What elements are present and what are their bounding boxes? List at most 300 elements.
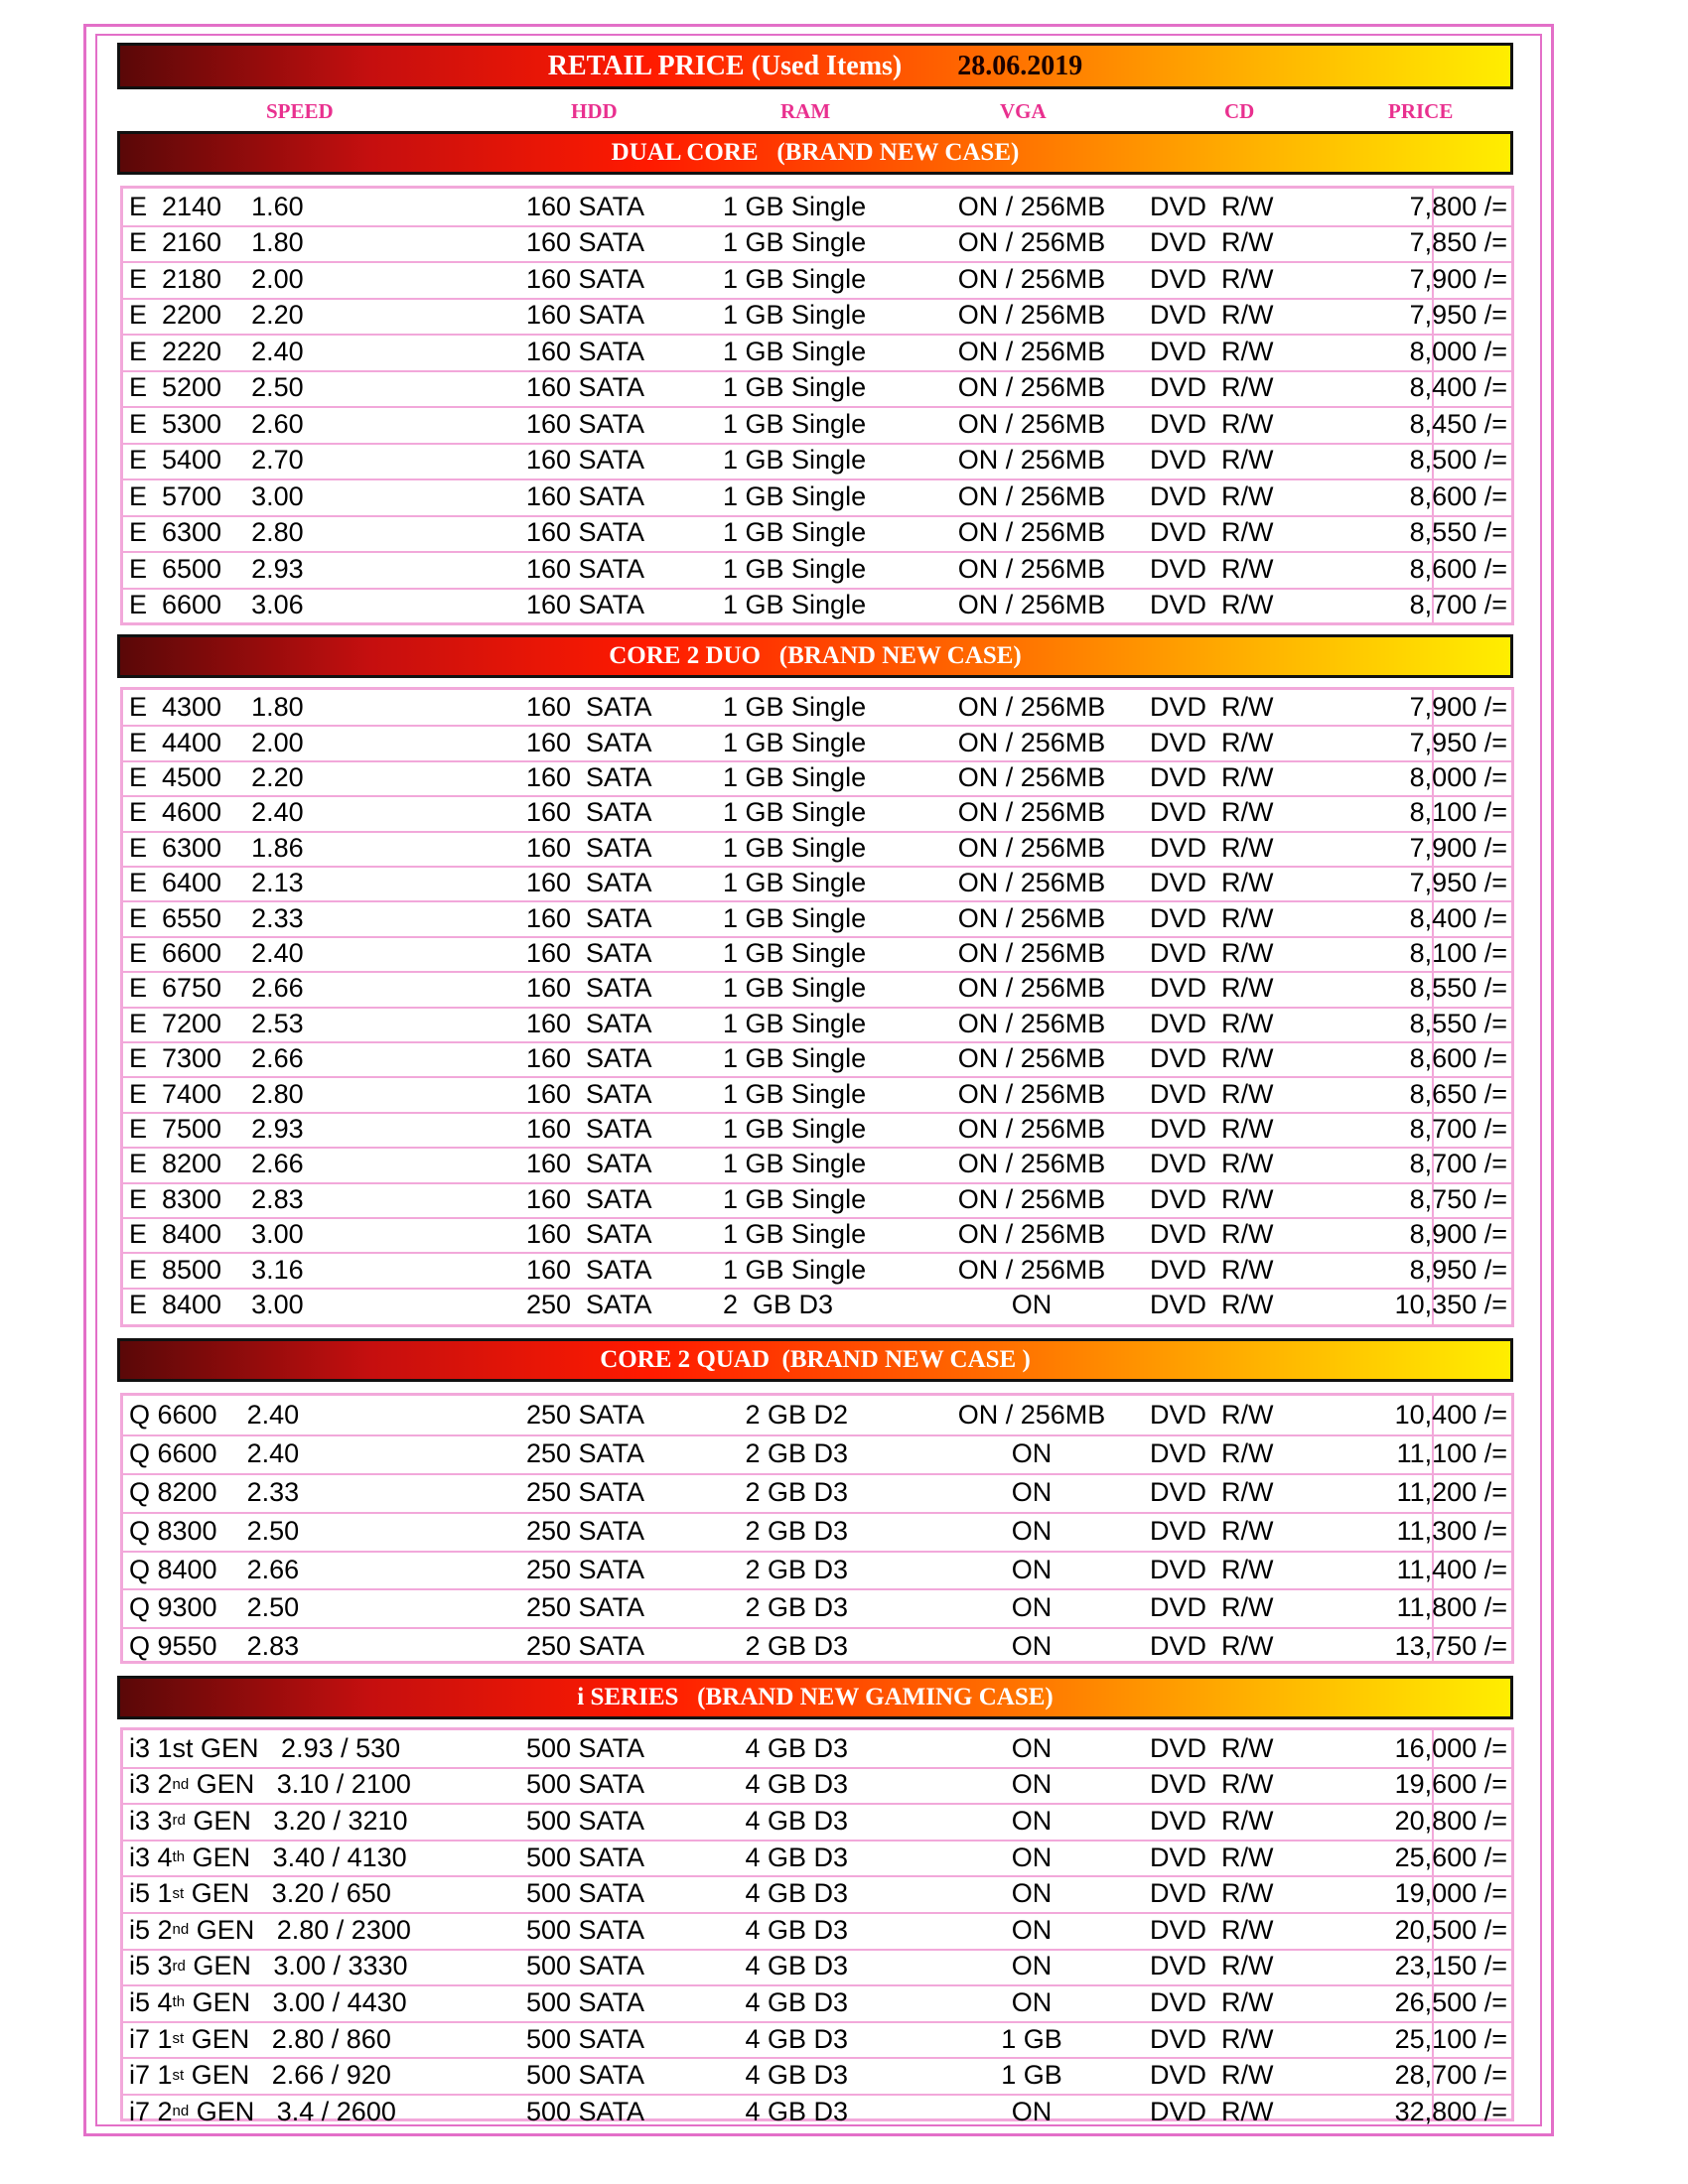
table-row [123, 1112, 1511, 1149]
hdd-cell: 160 SATA [526, 797, 652, 828]
vga-cell: ON [1011, 1631, 1053, 1662]
generation-speed: GEN 2.66 / 920 [184, 2060, 391, 2091]
cd-cell: DVD R/W [1150, 1631, 1274, 1662]
cd-cell: DVD R/W [1150, 372, 1274, 403]
model-name: i3 3 [129, 1805, 173, 1836]
model-speed-cell: E 8500 3.16 [129, 1254, 304, 1285]
table-row [123, 443, 1511, 481]
ram-cell: 1 GB Single [723, 263, 867, 294]
model-speed-cell: E 4500 2.20 [129, 761, 304, 792]
cd-cell: DVD R/W [1150, 336, 1274, 366]
ram-cell: 1 GB Single [723, 727, 867, 757]
model-speed-cell: E 7400 2.80 [129, 1078, 304, 1109]
ram-cell: 1 GB Single [723, 480, 867, 511]
price-cell: 28,700 /= [1394, 2060, 1507, 2091]
vga-cell: ON [1011, 1592, 1053, 1623]
model-speed-cell: E 6300 1.86 [129, 832, 304, 863]
price-cell: 8,550 /= [1409, 1008, 1507, 1038]
table-row [123, 900, 1511, 937]
cd-cell: DVD R/W [1150, 1113, 1274, 1144]
column-header-hdd: HDD [571, 99, 618, 123]
generation-speed: GEN 3.10 / 2100 [189, 1769, 411, 1800]
column-header-speed: SPEED [266, 99, 334, 123]
ram-cell: 4 GB D3 [723, 1842, 849, 1872]
ram-cell: 2 GB D3 [723, 1476, 849, 1507]
model-name: i5 1 [129, 1878, 173, 1909]
model-speed-cell: i3 3 rd GEN 3.20 / 3210 [129, 1805, 408, 1836]
vga-cell: ON / 256MB [957, 480, 1106, 511]
model-speed-cell: E 8300 2.83 [129, 1183, 304, 1214]
vga-cell: ON [1011, 1842, 1053, 1872]
ram-cell: 4 GB D3 [723, 1986, 849, 2017]
ram-cell: 1 GB Single [723, 902, 867, 933]
table-row [123, 1473, 1511, 1514]
hdd-cell: 500 SATA [526, 2096, 645, 2126]
price-cell: 8,500 /= [1409, 445, 1507, 476]
ram-cell: 2 GB D3 [723, 1437, 849, 1468]
vga-cell: ON / 256MB [957, 832, 1106, 863]
hdd-cell: 160 SATA [526, 517, 645, 548]
cd-cell: DVD R/W [1150, 937, 1274, 968]
table-row [123, 261, 1511, 300]
cd-cell: DVD R/W [1150, 300, 1274, 331]
hdd-cell: 160 SATA [526, 1008, 652, 1038]
title-bar [117, 43, 1513, 89]
model-speed-cell: E 4600 2.40 [129, 797, 304, 828]
cd-cell: DVD R/W [1150, 1289, 1274, 1319]
hdd-cell: 160 SATA [526, 336, 645, 366]
cd-cell: DVD R/W [1150, 1476, 1274, 1507]
price-cell: 8,600 /= [1409, 480, 1507, 511]
price-cell: 8,650 /= [1409, 1078, 1507, 1109]
vga-cell: ON / 256MB [957, 553, 1106, 584]
hdd-cell: 500 SATA [526, 1732, 645, 1763]
vga-cell: ON / 256MB [957, 191, 1106, 221]
section-table-core-2-duo [120, 687, 1514, 1327]
ram-cell: 1 GB Single [723, 692, 867, 723]
generation-speed: GEN 3.4 / 2600 [189, 2096, 396, 2126]
cd-cell: DVD R/W [1150, 1914, 1274, 1945]
price-date: 28.06.2019 [957, 51, 1083, 81]
vga-cell: ON / 256MB [957, 263, 1106, 294]
table-row [123, 189, 1511, 227]
model-name: i5 2 [129, 1914, 173, 1945]
hdd-cell: 500 SATA [526, 1951, 645, 1981]
cd-cell: DVD R/W [1150, 902, 1274, 933]
hdd-cell: 160 SATA [526, 1149, 652, 1179]
cd-cell: DVD R/W [1150, 1878, 1274, 1909]
model-speed-cell: i5 1 st GEN 3.20 / 650 [129, 1878, 391, 1909]
table-row [123, 1396, 1511, 1436]
vga-cell: ON / 256MB [957, 1399, 1106, 1430]
hdd-cell: 250 SATA [526, 1289, 652, 1319]
section-bar-core-2-duo [117, 634, 1513, 678]
ram-cell: 1 GB Single [723, 553, 867, 584]
hdd-cell: 250 SATA [526, 1399, 645, 1430]
model-speed-cell: E 5300 2.60 [129, 408, 304, 439]
section-title: i SERIES (BRAND NEW GAMING CASE) [577, 1684, 1054, 1710]
model-speed-cell: i7 1 st GEN 2.80 / 860 [129, 2023, 391, 2054]
cd-cell: DVD R/W [1150, 2096, 1274, 2126]
hdd-cell: 160 SATA [526, 937, 652, 968]
price-cell: 10,350 /= [1394, 1289, 1507, 1319]
vga-cell: ON / 256MB [957, 1008, 1106, 1038]
section-table-i-series [120, 1727, 1514, 2126]
generation-speed: GEN 2.80 / 2300 [189, 1914, 411, 1945]
vga-cell: ON / 256MB [957, 1149, 1106, 1179]
cd-cell: DVD R/W [1150, 1732, 1274, 1763]
ram-cell: 4 GB D3 [723, 1732, 849, 1763]
cd-cell: DVD R/W [1150, 1078, 1274, 1109]
price-cell: 8,550 /= [1409, 517, 1507, 548]
model-speed-cell: E 7200 2.53 [129, 1008, 304, 1038]
hdd-cell: 160 SATA [526, 408, 645, 439]
table-row [123, 225, 1511, 264]
vga-cell: ON / 256MB [957, 902, 1106, 933]
section-table-core-2-quad [120, 1393, 1514, 1664]
cd-cell: DVD R/W [1150, 1149, 1274, 1179]
vga-cell: ON [1011, 1515, 1053, 1546]
table-row [123, 1627, 1511, 1666]
ram-cell: 2 GB D3 [723, 1554, 849, 1584]
table-row [123, 1875, 1511, 1914]
model-speed-cell: E 4400 2.00 [129, 727, 304, 757]
hdd-cell: 160 SATA [526, 445, 645, 476]
cd-cell: DVD R/W [1150, 553, 1274, 584]
price-cell: 8,100 /= [1409, 937, 1507, 968]
model-speed-cell [129, 1730, 400, 1767]
model-speed-cell: E 5400 2.70 [129, 445, 304, 476]
model-speed-cell: E 4300 1.80 [129, 692, 304, 723]
model-speed-cell: E 7500 2.93 [129, 1113, 304, 1144]
cd-cell: DVD R/W [1150, 1008, 1274, 1038]
section-title: CORE 2 QUAD (BRAND NEW CASE ) [600, 1346, 1031, 1373]
cd-cell: DVD R/W [1150, 1515, 1274, 1546]
table-row [123, 795, 1511, 832]
table-row [123, 1434, 1511, 1475]
price-cell: 8,700 /= [1409, 590, 1507, 620]
ram-cell: 1 GB Single [723, 191, 867, 221]
model-speed-cell: E 5200 2.50 [129, 372, 304, 403]
ram-cell: 1 GB Single [723, 832, 867, 863]
cd-cell: DVD R/W [1150, 1986, 1274, 2017]
table-row [123, 1288, 1511, 1322]
cd-cell: DVD R/W [1150, 1399, 1274, 1430]
section-bar-core-2-quad [117, 1338, 1513, 1382]
ram-cell: 4 GB D3 [723, 1805, 849, 1836]
table-row [123, 1767, 1511, 1806]
ram-cell: 1 GB Single [723, 937, 867, 968]
price-cell: 25,600 /= [1394, 1842, 1507, 1872]
vga-cell: ON / 256MB [957, 797, 1106, 828]
model-speed-cell: E 8200 2.66 [129, 1149, 304, 1179]
hdd-cell: 160 SATA [526, 761, 652, 792]
model-name: i3 2 [129, 1769, 173, 1800]
ram-cell: 1 GB Single [723, 868, 867, 898]
column-header-price: PRICE [1388, 99, 1454, 123]
table-row [123, 1803, 1511, 1842]
ram-cell: 1 GB Single [723, 1183, 867, 1214]
price-cell: 13,750 /= [1394, 1631, 1507, 1662]
cd-cell: DVD R/W [1150, 1842, 1274, 1872]
vga-cell: ON / 256MB [957, 1078, 1106, 1109]
price-cell: 23,150 /= [1394, 1951, 1507, 1981]
hdd-cell: 160 SATA [526, 1078, 652, 1109]
model-speed-cell: Q 9300 2.50 [129, 1592, 300, 1623]
hdd-cell: 160 SATA [526, 372, 645, 403]
hdd-cell: 160 SATA [526, 590, 645, 620]
table-row [123, 551, 1511, 590]
model-speed-cell: i3 2 nd GEN 3.10 / 2100 [129, 1769, 411, 1800]
table-row [123, 298, 1511, 337]
price-cell: 7,950 /= [1409, 300, 1507, 331]
model-speed-cell: E 2140 1.60 [129, 191, 304, 221]
hdd-cell: 160 SATA [526, 1043, 652, 1074]
ram-cell: 1 GB Single [723, 517, 867, 548]
vga-cell: ON / 256MB [957, 227, 1106, 258]
price-cell: 8,100 /= [1409, 797, 1507, 828]
ram-cell: 1 GB Single [723, 973, 867, 1004]
cd-cell: DVD R/W [1150, 1254, 1274, 1285]
section-bar-i-series [117, 1676, 1513, 1719]
section-bar-dual-core [117, 131, 1513, 175]
model-speed-cell: E 2220 2.40 [129, 336, 304, 366]
vga-cell: ON / 256MB [957, 408, 1106, 439]
vga-cell: ON / 256MB [957, 517, 1106, 548]
price-cell: 16,000 /= [1394, 1732, 1507, 1763]
hdd-cell: 500 SATA [526, 2060, 645, 2091]
price-cell: 10,400 /= [1394, 1399, 1507, 1430]
vga-cell: ON / 256MB [957, 1113, 1106, 1144]
ram-cell: 4 GB D3 [723, 1769, 849, 1800]
vga-cell: ON / 256MB [957, 300, 1106, 331]
vga-cell: ON [1011, 1732, 1053, 1763]
ram-cell: 1 GB Single [723, 1149, 867, 1179]
cd-cell: DVD R/W [1150, 761, 1274, 792]
vga-cell: ON / 256MB [957, 590, 1106, 620]
price-cell: 8,700 /= [1409, 1149, 1507, 1179]
model-name: i7 1 [129, 2023, 173, 2054]
cd-cell: DVD R/W [1150, 2023, 1274, 2054]
model-speed-cell: E 6300 2.80 [129, 517, 304, 548]
cd-cell: DVD R/W [1150, 797, 1274, 828]
model-speed-cell: i3 4 th GEN 3.40 / 4130 [129, 1842, 407, 1872]
price-cell: 7,900 /= [1409, 692, 1507, 723]
price-cell: 8,950 /= [1409, 1254, 1507, 1285]
ram-cell: 2 GB D3 [723, 1631, 849, 1662]
ram-cell: 1 GB Single [723, 590, 867, 620]
ram-cell: 4 GB D3 [723, 2060, 849, 2091]
price-cell: 11,400 /= [1396, 1554, 1507, 1584]
table-row [123, 334, 1511, 372]
hdd-cell: 250 SATA [526, 1437, 645, 1468]
ram-cell: 2 GB D3 [723, 1515, 849, 1546]
table-row [123, 725, 1511, 761]
model-speed-cell: E 8400 3.00 [129, 1219, 304, 1250]
hdd-cell: 500 SATA [526, 1805, 645, 1836]
model-speed-cell: Q 6600 2.40 [129, 1399, 300, 1430]
price-cell: 8,900 /= [1409, 1219, 1507, 1250]
cd-cell: DVD R/W [1150, 1043, 1274, 1074]
vga-cell: ON / 256MB [957, 727, 1106, 757]
cd-cell: DVD R/W [1150, 590, 1274, 620]
cd-cell: DVD R/W [1150, 1219, 1274, 1250]
price-cell: 7,800 /= [1409, 191, 1507, 221]
ram-cell: 1 GB Single [723, 1219, 867, 1250]
hdd-cell: 160 SATA [526, 1254, 652, 1285]
model-speed-cell: Q 8400 2.66 [129, 1554, 300, 1584]
hdd-cell: 160 SATA [526, 1113, 652, 1144]
table-row [123, 2057, 1511, 2096]
generation-speed: GEN 3.00 / 3330 [185, 1951, 408, 1981]
price-cell: 11,800 /= [1396, 1592, 1507, 1623]
vga-cell: ON [1011, 1986, 1053, 2017]
hdd-cell: 250 SATA [526, 1515, 645, 1546]
section-title: DUAL CORE (BRAND NEW CASE) [611, 139, 1020, 166]
vga-cell: 1 GB [1001, 2060, 1062, 2091]
vga-cell: ON [1011, 1805, 1053, 1836]
price-cell: 7,900 /= [1409, 832, 1507, 863]
ram-cell: 1 GB Single [723, 372, 867, 403]
model-name: i5 3 [129, 1951, 173, 1981]
model-speed-cell: E 2160 1.80 [129, 227, 304, 258]
table-row [123, 1589, 1511, 1630]
model-speed-cell: E 7300 2.66 [129, 1043, 304, 1074]
model-speed-cell: E 2180 2.00 [129, 263, 304, 294]
model-speed-cell: i7 2 nd GEN 3.4 / 2600 [129, 2096, 396, 2126]
table-row [123, 971, 1511, 1008]
price-cell: 7,850 /= [1409, 227, 1507, 258]
price-cell: 25,100 /= [1394, 2023, 1507, 2054]
generation-speed: GEN 3.20 / 650 [184, 1878, 391, 1909]
vga-cell: ON / 256MB [957, 1043, 1106, 1074]
model-speed-cell: Q 9550 2.83 [129, 1631, 300, 1662]
page-title: RETAIL PRICE (Used Items) [547, 51, 903, 81]
ram-cell: 1 GB Single [723, 336, 867, 366]
hdd-cell: 250 SATA [526, 1631, 645, 1662]
cd-cell: DVD R/W [1150, 227, 1274, 258]
model-speed-cell: i5 4 th GEN 3.00 / 4430 [129, 1986, 407, 2017]
ram-cell: 2 GB D3 [723, 1592, 849, 1623]
vga-cell: ON / 256MB [957, 336, 1106, 366]
model-speed-cell: Q 8300 2.50 [129, 1515, 300, 1546]
vga-cell: ON [1011, 1914, 1053, 1945]
column-header-cd: CD [1224, 99, 1255, 123]
ram-cell: 1 GB Single [723, 445, 867, 476]
table-row [123, 1912, 1511, 1951]
ram-cell: 1 GB Single [723, 1113, 867, 1144]
model-speed-cell: E 2200 2.20 [129, 300, 304, 331]
hdd-cell: 250 SATA [526, 1476, 645, 1507]
hdd-cell: 160 SATA [526, 692, 652, 723]
cd-cell: DVD R/W [1150, 1183, 1274, 1214]
vga-cell: ON [1011, 1437, 1053, 1468]
price-cell: 26,500 /= [1394, 1986, 1507, 2017]
section-table-dual-core [120, 186, 1514, 625]
model-name: i3 1st GEN 2.93 / 530 [129, 1732, 401, 1763]
model-name: i7 1 [129, 2060, 173, 2091]
price-cell: 32,800 /= [1394, 2096, 1507, 2126]
hdd-cell: 250 SATA [526, 1592, 645, 1623]
cd-cell: DVD R/W [1150, 727, 1274, 757]
hdd-cell: 160 SATA [526, 973, 652, 1004]
table-row [123, 831, 1511, 868]
vga-cell: ON [1011, 1878, 1053, 1909]
hdd-cell: 160 SATA [526, 832, 652, 863]
vga-cell: ON / 256MB [957, 973, 1106, 1004]
table-row [123, 406, 1511, 445]
ram-cell: 2 GB D2 [723, 1399, 849, 1430]
price-cell: 8,600 /= [1409, 1043, 1507, 1074]
table-row [123, 1007, 1511, 1043]
table-row [123, 1182, 1511, 1219]
price-cell: 8,600 /= [1409, 553, 1507, 584]
hdd-cell: 160 SATA [526, 1183, 652, 1214]
hdd-cell: 500 SATA [526, 1769, 645, 1800]
table-row [123, 478, 1511, 517]
section-title: CORE 2 DUO (BRAND NEW CASE) [609, 642, 1022, 669]
price-cell: 8,000 /= [1409, 761, 1507, 792]
table-row [123, 1041, 1511, 1078]
model-speed-cell: E 6600 2.40 [129, 937, 304, 968]
table-row [123, 1551, 1511, 1591]
vga-cell: ON / 256MB [957, 372, 1106, 403]
table-row [123, 936, 1511, 973]
model-name: i7 2 [129, 2096, 173, 2126]
price-cell: 8,000 /= [1409, 336, 1507, 366]
vga-cell: ON [1011, 2096, 1053, 2126]
cd-cell: DVD R/W [1150, 2060, 1274, 2091]
table-row [123, 1984, 1511, 2023]
cd-cell: DVD R/W [1150, 868, 1274, 898]
ram-cell: 4 GB D3 [723, 1951, 849, 1981]
hdd-cell: 160 SATA [526, 553, 645, 584]
generation-speed: GEN 3.00 / 4430 [185, 1986, 407, 2017]
price-cell: 7,900 /= [1409, 263, 1507, 294]
model-speed-cell: E 5700 3.00 [129, 480, 304, 511]
hdd-cell: 160 SATA [526, 902, 652, 933]
hdd-cell: 250 SATA [526, 1554, 645, 1584]
vga-cell: ON / 256MB [957, 1183, 1106, 1214]
model-speed-cell: E 8400 3.00 [129, 1289, 304, 1319]
hdd-cell: 500 SATA [526, 1842, 645, 1872]
vga-cell: ON / 256MB [957, 761, 1106, 792]
price-cell: 19,000 /= [1394, 1878, 1507, 1909]
model-speed-cell: E 6550 2.33 [129, 902, 304, 933]
model-speed-cell: E 6500 2.93 [129, 553, 304, 584]
ram-cell: 2 GB D3 [723, 1289, 834, 1319]
cd-cell: DVD R/W [1150, 692, 1274, 723]
model-speed-cell: i7 1 st GEN 2.66 / 920 [129, 2060, 391, 2091]
vga-cell: ON / 256MB [957, 445, 1106, 476]
cd-cell: DVD R/W [1150, 973, 1274, 1004]
vga-cell: ON [1011, 1476, 1053, 1507]
ram-cell: 1 GB Single [723, 797, 867, 828]
table-row [123, 866, 1511, 902]
vga-cell: ON / 256MB [957, 1254, 1106, 1285]
ram-cell: 4 GB D3 [723, 2096, 849, 2126]
cd-cell: DVD R/W [1150, 263, 1274, 294]
price-cell: 8,450 /= [1409, 408, 1507, 439]
price-cell: 19,600 /= [1394, 1769, 1507, 1800]
hdd-cell: 500 SATA [526, 1878, 645, 1909]
price-cell: 11,300 /= [1396, 1515, 1507, 1546]
model-speed-cell: E 6400 2.13 [129, 868, 304, 898]
vga-cell: ON / 256MB [957, 1219, 1106, 1250]
vga-cell: ON / 256MB [957, 937, 1106, 968]
table-row [123, 690, 1511, 727]
price-cell: 8,400 /= [1409, 902, 1507, 933]
